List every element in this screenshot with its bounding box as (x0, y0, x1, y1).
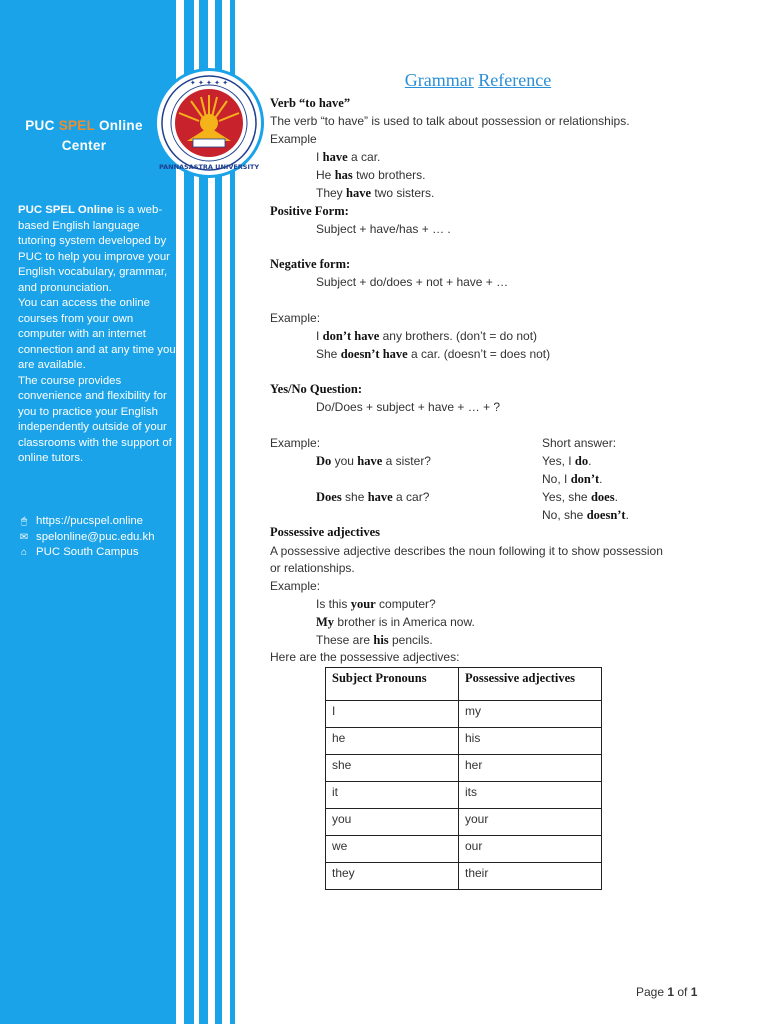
table-row (326, 782, 602, 809)
table-cell: its (459, 782, 602, 809)
envelope-icon: ✉ (19, 531, 29, 543)
negative-formula: Subject + do/does + not + have + … (316, 275, 509, 289)
answer-4: No, she doesn’t. (542, 508, 629, 522)
question-2: Does she have a car? (316, 490, 430, 504)
title-spel: SPEL (58, 118, 95, 133)
verb-example-label: Example (270, 132, 317, 146)
page-title (270, 70, 686, 91)
answer-3: Yes, she does. (542, 490, 618, 504)
title-suffix: Online (94, 118, 143, 133)
table-cell: we (326, 836, 459, 863)
contact-email[interactable] (18, 530, 178, 546)
possessive-example-3: These are his pencils. (316, 633, 433, 647)
contact-list (18, 514, 178, 561)
table-row (326, 863, 602, 890)
table-cell: it (326, 782, 459, 809)
question-heading: Yes/No Question: (270, 382, 363, 396)
table-row (326, 809, 602, 836)
negative-heading: Negative form: (270, 257, 351, 271)
question-formula: Do/Does + subject + have + … + ? (316, 400, 501, 414)
table-cell: he (326, 728, 459, 755)
verb-heading: Verb “to have” (270, 96, 351, 110)
contact-campus (18, 545, 178, 561)
table-cell: her (459, 755, 602, 782)
answer-2: No, I don’t. (542, 472, 603, 486)
negative-example-label: Example: (270, 311, 321, 325)
table-cell: she (326, 755, 459, 782)
verb-example-3: They have two sisters. (316, 186, 435, 200)
column-header: Possessive adjectives (459, 668, 602, 701)
title-word-1: Grammar (404, 70, 474, 90)
short-answer-label: Short answer: (542, 436, 617, 450)
negative-example-2: She doesn’t have a car. (doesn’t = does not) (316, 347, 551, 361)
intro-text: is a web-based English language tutoring system developed by PUC to help you improve your English vocabulary, grammar, and pronunciation. (18, 204, 170, 294)
column-header: Subject Pronouns (326, 668, 459, 701)
svg-text:✦ ✦ ✦ ✦ ✦: ✦ ✦ ✦ ✦ ✦ (189, 79, 229, 87)
intro-bold: PUC SPEL Online (18, 204, 114, 216)
university-logo (154, 68, 264, 178)
table-cell: their (459, 863, 602, 890)
possessive-table (325, 667, 602, 890)
table-header-row (326, 668, 602, 701)
possessive-heading: Possessive adjectives (270, 525, 381, 539)
table-row (326, 701, 602, 728)
answer-1: Yes, I do. (542, 454, 592, 468)
campus-text: PUC South Campus (36, 546, 139, 558)
positive-formula: Subject + have/has + … . (316, 222, 451, 236)
title-line2: Center (61, 138, 107, 153)
page-number: Page 1 of 1 (636, 985, 698, 999)
possessive-example-2: My brother is in America now. (316, 615, 475, 629)
svg-text:PANNASASTRA UNIVERSITY: PANNASASTRA UNIVERSITY (158, 163, 260, 171)
building-icon: ⌂ (20, 547, 28, 558)
sidebar-description (18, 203, 178, 467)
contact-website[interactable] (18, 514, 178, 530)
access-paragraph: You can access the online courses from your own computer with an internet connection and at any time you are available. (18, 297, 176, 371)
table-row (326, 755, 602, 782)
verb-example-2: He has two brothers. (316, 168, 426, 182)
verb-intro: The verb “to have” is used to talk about possession or relationships. (270, 114, 630, 128)
negative-example-1: I don’t have any brothers. (don’t = do not) (316, 329, 538, 343)
possessive-intro-1: A possessive adjective describes the noun following it to show possession (270, 544, 663, 558)
table-cell: you (326, 809, 459, 836)
possessive-example-label: Example: (270, 579, 321, 593)
table-cell: I (326, 701, 459, 728)
possessive-intro-2: or relationships. (270, 561, 355, 575)
table-cell: his (459, 728, 602, 755)
positive-heading: Positive Form: (270, 204, 349, 218)
question-1: Do you have a sister? (316, 454, 431, 468)
sidebar-title (14, 116, 154, 156)
question-example-label: Example: (270, 436, 321, 450)
possessive-example-1: Is this your computer? (316, 597, 436, 611)
table-cell: your (459, 809, 602, 836)
email-link[interactable]: spelonline@puc.edu.kh (36, 530, 155, 543)
verb-example-1: I have a car. (316, 150, 381, 164)
website-link[interactable]: https://pucspel.online (36, 515, 144, 527)
title-prefix: PUC (25, 118, 59, 133)
table-row (326, 836, 602, 863)
table-cell: our (459, 836, 602, 863)
table-cell: they (326, 863, 459, 890)
table-row (326, 728, 602, 755)
possessive-list-intro: Here are the possessive adjectives: (270, 650, 460, 664)
course-paragraph: The course provides convenience and flexibility for you to practice your English independently outside of your classrooms with the support of online tutors. (18, 374, 172, 464)
mouse-icon: 🖱 (21, 516, 27, 527)
title-word-2: Reference (478, 70, 552, 90)
table-cell: my (459, 701, 602, 728)
